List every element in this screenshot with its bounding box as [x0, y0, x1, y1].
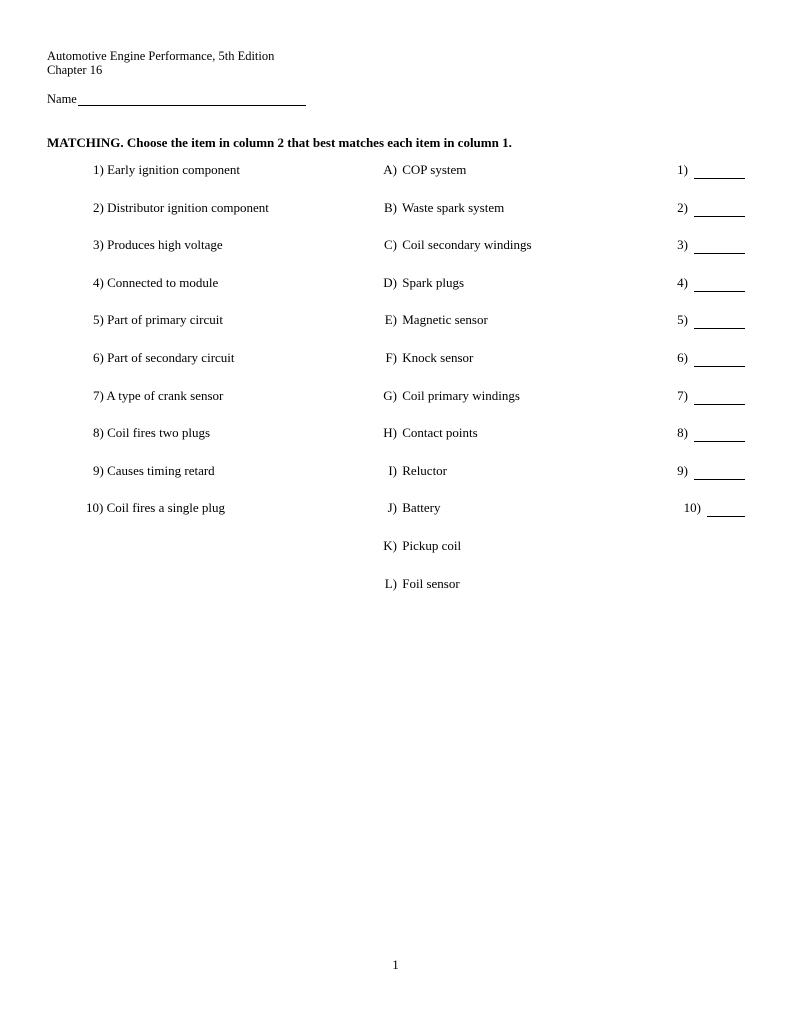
column1-item-number: 2)	[93, 200, 104, 215]
column1-item	[93, 311, 223, 329]
answer-slot	[646, 424, 746, 442]
answer-blank[interactable]	[694, 278, 745, 292]
answer-blank[interactable]	[694, 428, 745, 442]
chapter-label: Chapter 16	[47, 63, 103, 77]
column1-item-number: 5)	[93, 312, 104, 327]
column2-item-text: Coil primary windings	[402, 388, 520, 403]
column2-item-letter: B)	[384, 200, 397, 215]
answer-blank[interactable]	[694, 203, 745, 217]
matching-row	[0, 349, 791, 367]
answer-number: 7)	[677, 388, 688, 403]
column2-item-text: Coil secondary windings	[402, 237, 532, 252]
column1-item-text: Coil fires two plugs	[107, 425, 211, 440]
column1-item	[93, 462, 215, 480]
column1-item-text: Causes timing retard	[107, 463, 215, 478]
column2-item-text: Magnetic sensor	[402, 312, 488, 327]
column2-item-text: Foil sensor	[402, 576, 460, 591]
column2-item-text: Reluctor	[402, 463, 448, 478]
column1-item-number: 8)	[93, 425, 104, 440]
column2-item-letter: D)	[383, 275, 397, 290]
matching-row	[0, 424, 791, 442]
answer-slot	[646, 462, 746, 480]
column2-item-text: COP system	[402, 162, 467, 177]
column1-item	[93, 161, 240, 179]
answer-number: 10)	[683, 500, 701, 515]
column2-item	[369, 537, 461, 555]
answer-slot	[646, 349, 746, 367]
column2-item-letter: I)	[388, 463, 397, 478]
answer-slot	[646, 199, 746, 217]
answer-number: 3)	[677, 237, 688, 252]
matching-row	[0, 462, 791, 480]
column2-item-letter: K)	[383, 538, 397, 553]
column2-item	[369, 161, 466, 179]
column2-item	[369, 387, 520, 405]
answer-blank[interactable]	[707, 503, 745, 517]
column2-item-letter: A)	[383, 162, 397, 177]
answer-blank[interactable]	[694, 391, 745, 405]
column2-item-text: Pickup coil	[402, 538, 462, 553]
answer-blank[interactable]	[694, 353, 745, 367]
answer-slot	[646, 387, 746, 405]
column2-item	[369, 462, 447, 480]
name-label: Name	[47, 92, 77, 106]
matching-row	[0, 161, 791, 179]
answer-slot	[646, 311, 746, 329]
matching-row	[0, 387, 791, 405]
answer-slot	[646, 161, 746, 179]
column1-item-number: 1)	[93, 162, 104, 177]
column1-item-number: 10)	[86, 500, 104, 515]
column1-item-number: 9)	[93, 463, 104, 478]
answer-number: 1)	[677, 162, 688, 177]
name-row	[47, 92, 306, 106]
column1-item-text: A type of crank sensor	[106, 388, 224, 403]
name-blank[interactable]	[78, 93, 306, 106]
column1-item	[93, 349, 235, 367]
instructions: MATCHING. Choose the item in column 2 that best matches each item in column 1.	[47, 135, 512, 150]
matching-row	[0, 274, 791, 292]
column2-item-letter: E)	[384, 312, 397, 327]
matching-row	[0, 199, 791, 217]
matching-row	[0, 575, 791, 593]
column2-item	[369, 349, 473, 367]
column2-item-text: Contact points	[402, 425, 478, 440]
column2-item	[369, 499, 441, 517]
answer-slot	[646, 236, 746, 254]
answer-number: 2)	[677, 200, 688, 215]
column1-item-text: Coil fires a single plug	[106, 500, 226, 515]
column2-item-text: Spark plugs	[402, 275, 464, 290]
column1-item	[86, 499, 225, 517]
matching-row	[0, 499, 791, 517]
column2-item-text: Knock sensor	[402, 350, 474, 365]
column1-item	[93, 236, 223, 254]
answer-slot	[646, 274, 746, 292]
column2-item-text: Waste spark system	[402, 200, 505, 215]
answer-number: 9)	[677, 463, 688, 478]
answer-blank[interactable]	[694, 165, 745, 179]
page-number: 1	[392, 957, 399, 972]
column1-item-text: Early ignition component	[107, 162, 240, 177]
column1-item	[93, 274, 218, 292]
column1-item-number: 7)	[93, 388, 104, 403]
answer-slot	[646, 499, 746, 517]
column1-item-text: Part of primary circuit	[107, 312, 223, 327]
column1-item-number: 4)	[93, 275, 104, 290]
column2-item-text: Battery	[402, 500, 441, 515]
column1-item-text: Connected to module	[107, 275, 219, 290]
column2-item	[369, 236, 532, 254]
column2-item-letter: H)	[383, 425, 397, 440]
column2-item-letter: L)	[384, 576, 397, 591]
column1-item-text: Produces high voltage	[107, 237, 223, 252]
column1-item-number: 6)	[93, 350, 104, 365]
answer-number: 5)	[677, 312, 688, 327]
matching-row	[0, 236, 791, 254]
column1-item-number: 3)	[93, 237, 104, 252]
column1-item	[93, 424, 210, 442]
answer-blank[interactable]	[694, 315, 745, 329]
answer-number: 4)	[677, 275, 688, 290]
column2-item-letter: J)	[387, 500, 397, 515]
column2-item	[369, 311, 488, 329]
column2-item	[369, 575, 460, 593]
matching-row	[0, 537, 791, 555]
column1-item	[93, 199, 269, 217]
book-title: Automotive Engine Performance, 5th Edition	[47, 49, 275, 63]
column2-item-letter: F)	[385, 350, 397, 365]
column2-item	[369, 199, 504, 217]
column2-item-letter: C)	[384, 237, 397, 252]
answer-blank[interactable]	[694, 240, 745, 254]
answer-blank[interactable]	[694, 466, 745, 480]
matching-row	[0, 311, 791, 329]
column1-item-text: Distributor ignition component	[107, 200, 269, 215]
answer-number: 8)	[677, 425, 688, 440]
column2-item	[369, 274, 464, 292]
column1-item-text: Part of secondary circuit	[107, 350, 235, 365]
column1-item	[93, 387, 223, 405]
answer-number: 6)	[677, 350, 688, 365]
column2-item	[369, 424, 478, 442]
column2-item-letter: G)	[383, 388, 397, 403]
